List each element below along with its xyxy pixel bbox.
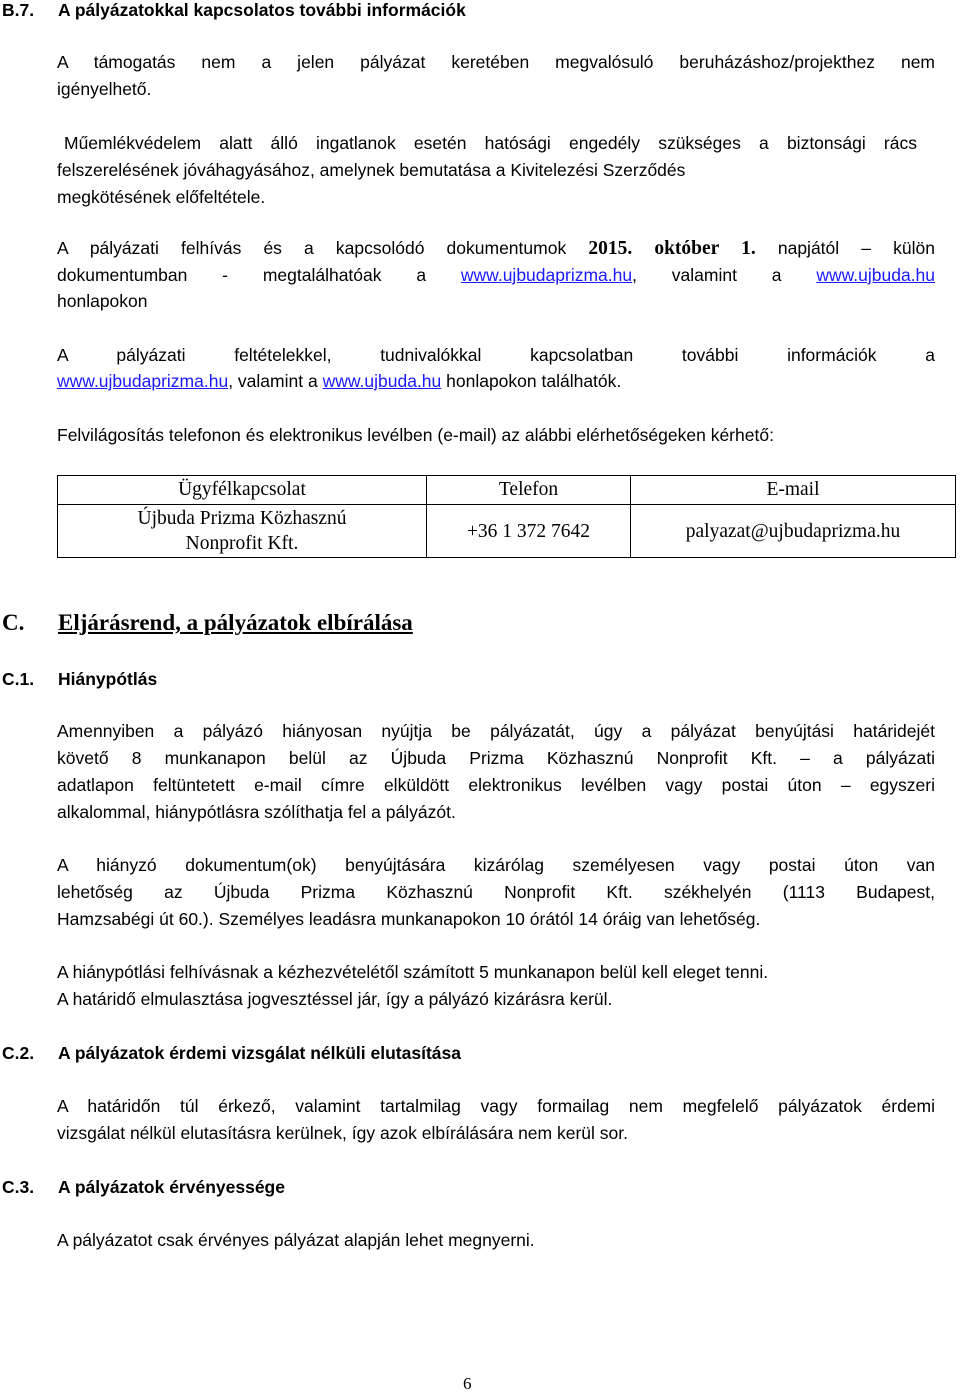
page-number: 6: [463, 1374, 472, 1393]
ujbuda-link[interactable]: www.ujbuda.hu: [816, 265, 936, 285]
c1-paragraph-2-line-3: Hamzsabégi út 60.). Személyes leadásra munkanapokon 10 órától 14 óráig van lehetőség.: [57, 909, 761, 929]
section-c3-number: C.3.: [2, 1177, 35, 1197]
c1-paragraph-1-line-2: követő 8 munkanapon belül az Újbuda Prizma Közhasznú Nonprofit Kft. – a pályázati: [57, 748, 935, 768]
cell-phone: +36 1 372 7642: [427, 505, 631, 558]
c3-paragraph-1: A pályázatot csak érvényes pályázat alapján lehet megnyerni.: [57, 1230, 535, 1250]
section-c3-title: A pályázatok érvényessége: [58, 1177, 285, 1197]
b7-p3-line2-text: dokumentumban - megtalálhatóak a: [57, 265, 427, 285]
organization-line-1: Újbuda Prizma Közhasznú: [137, 508, 347, 529]
section-c-number: C.: [2, 610, 25, 635]
b7-p4-mid: , valamint a: [228, 371, 318, 391]
c1-paragraph-1-line-1: Amennyiben a pályázó hiányosan nyújtja be pályázatát, úgy a pályázat benyújtási határidejét: [57, 721, 935, 741]
section-c-title: Eljárásrend, a pályázatok elbírálása: [58, 610, 413, 635]
b7-paragraph-3-line-1: [57, 238, 935, 260]
b7-paragraph-3-line-3: honlapokon: [57, 291, 148, 311]
contact-table: [57, 475, 956, 558]
b7-paragraph-2-line-2: felszerelésének jóváhagyásához, amelynek bemutatása a Kivitelezési Szerződés: [57, 160, 686, 180]
b7-p3-text: A pályázati felhívás és a kapcsolódó dokumentumok: [57, 238, 567, 258]
b7-paragraph-1-line-1: A támogatás nem a jelen pályázat keretében megvalósuló beruházáshoz/projekthez nem: [57, 52, 935, 72]
c1-paragraph-2-line-2: lehetőség az Újbuda Prizma Közhasznú Nonprofit Kft. székhelyén (1113 Budapest,: [57, 882, 935, 902]
header-telefon: Telefon: [427, 476, 631, 505]
c1-paragraph-1-line-3: adatlapon feltüntetett e-mail címre elküldött elektronikus levélben vagy postai úton – egyszeri: [57, 775, 935, 795]
c2-paragraph-1-line-2: vizsgálat nélkül elutasításra kerülnek, így azok elbírálására nem kerül sor.: [57, 1123, 628, 1143]
b7-p4-tail: honlapokon találhatók.: [441, 371, 622, 391]
b7-paragraph-5: Felvilágosítás telefonon és elektronikus levélben (e-mail) az alábbi elérhetőségeken kérhető:: [57, 425, 774, 445]
section-b7-number: B.7.: [2, 0, 35, 20]
contact-table-row: [58, 505, 956, 558]
header-ugyfelkapcsolat: Ügyfélkapcsolat: [58, 476, 427, 505]
b7-paragraph-2-line-3: megkötésének előfeltétele.: [57, 187, 266, 207]
c2-paragraph-1-line-1: A határidőn túl érkező, valamint tartalmilag vagy formailag nem megfelelő pályázatok érdemi: [57, 1096, 935, 1116]
section-b7-title: A pályázatokkal kapcsolatos további információk: [58, 0, 466, 20]
cell-email: palyazat@ujbudaprizma.hu: [631, 505, 956, 558]
cell-organization: [58, 505, 427, 558]
c1-paragraph-3-line-1: A hiánypótlási felhívásnak a kézhezvételétől számított 5 munkanapon belül kell eleget tenni.: [57, 962, 769, 982]
header-email: E-mail: [631, 476, 956, 505]
c1-paragraph-3-line-2: A határidő elmulasztása jogvesztéssel jár, így a pályázó kizárásra kerül.: [57, 989, 613, 1009]
b7-paragraph-1-line-2: igényelhető.: [57, 79, 152, 99]
b7-paragraph-3-line-2: [57, 265, 935, 286]
section-c2-number: C.2.: [2, 1043, 35, 1063]
b7-paragraph-2-line-1: Műemlékvédelem alatt álló ingatlanok esetén hatósági engedély szükséges a biztonsági rács: [64, 133, 917, 153]
b7-p3-tail: napjától – külön: [777, 238, 935, 258]
b7-paragraph-4-line-2: [57, 371, 621, 392]
ujbudaprizma-link[interactable]: www.ujbudaprizma.hu: [460, 265, 633, 285]
section-c2-title: A pályázatok érdemi vizsgálat nélküli elutasítása: [58, 1043, 461, 1063]
b7-p3-date: 2015. október 1.: [588, 238, 756, 259]
ujbuda-link-2[interactable]: www.ujbuda.hu: [322, 371, 442, 391]
section-c1-title: Hiánypótlás: [58, 669, 158, 689]
section-c1-number: C.1.: [2, 669, 35, 689]
ujbudaprizma-link-2[interactable]: www.ujbudaprizma.hu: [57, 371, 229, 391]
b7-p3-line2-mid: , valamint a: [632, 265, 782, 285]
b7-paragraph-4-line-1: A pályázati feltételekkel, tudnivalókkal kapcsolatban további információk a: [57, 345, 935, 365]
c1-paragraph-2-line-1: A hiányzó dokumentum(ok) benyújtására kizárólag személyesen vagy postai úton van: [57, 855, 935, 875]
c1-paragraph-1-line-4: alkalommal, hiánypótlásra szólíthatja fel a pályázót.: [57, 802, 456, 822]
organization-line-2: Nonprofit Kft.: [185, 533, 299, 554]
contact-table-header-row: [58, 476, 956, 505]
